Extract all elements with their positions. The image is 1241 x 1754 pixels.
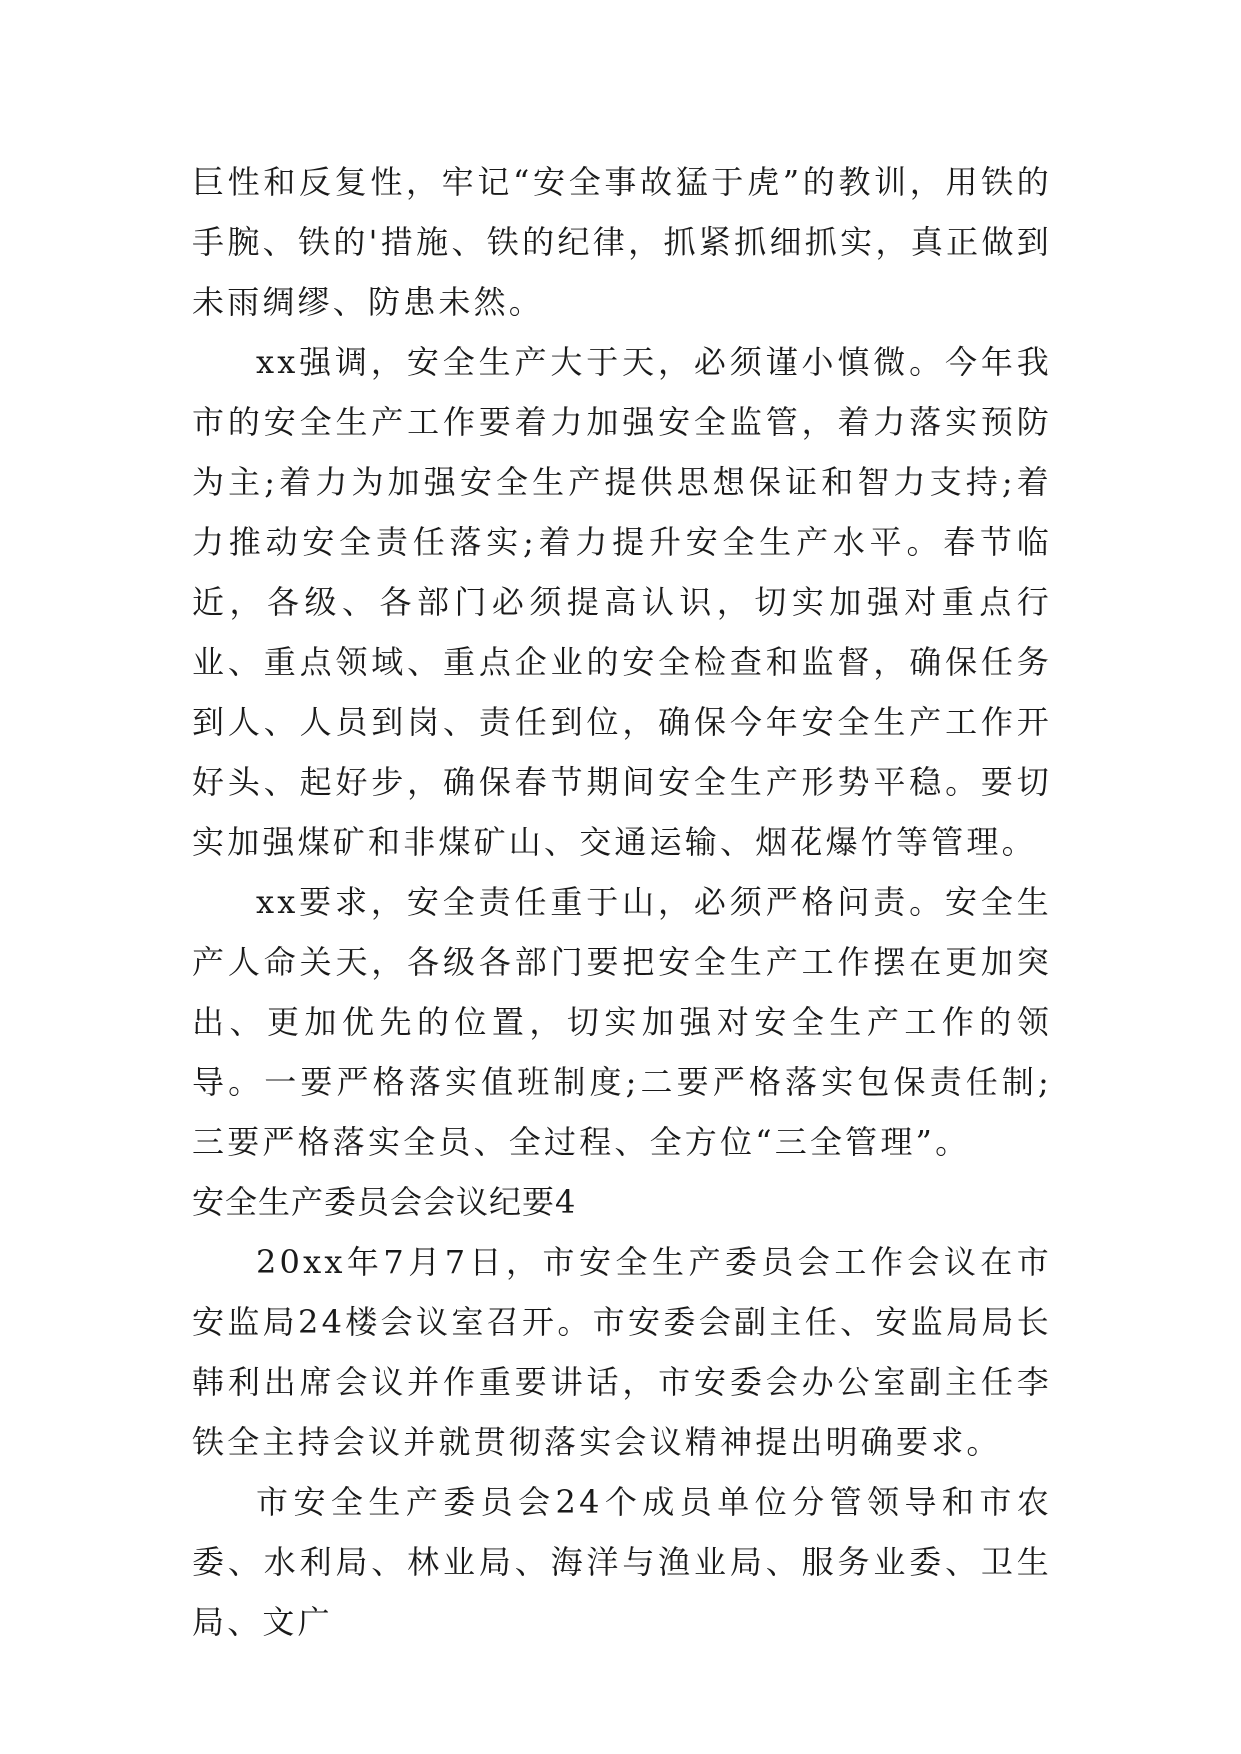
section-heading: 安全生产委员会会议纪要4 [192,1183,577,1221]
paragraph-attendees: 市安全生产委员会24个成员单位分管领导和市农委、水利局、林业局、海洋与渔业局、服务业委、卫生局、文广 [192,1483,1052,1641]
paragraph-continuation: 巨性和反复性，牢记“安全事故猛于虎”的教训，用铁的手腕、铁的'措施、铁的纪律，抓紧抓细抓实，真正做到未雨绸缪、防患未然。 [192,163,1052,321]
paragraph-accountability: xx要求，安全责任重于山，必须严格问责。安全生产人命关天，各级各部门要把安全生产工作摆在更加突出、更加优先的位置，切实加强对安全生产工作的领导。一要严格落实值班制度;二要严格落实包保责任制;三要严格落实全员、全过程、全方位“三全管理”。 [192,883,1052,1161]
paragraph-emphasis-safety: xx强调，安全生产大于天，必须谨小慎微。今年我市的安全生产工作要着力加强安全监管，着力落实预防为主;着力为加强安全生产提供思想保证和智力支持;着力推动安全责任落实;着力提升安全生产水平。春节临近，各级、各部门必须提高认识，切实加强对重点行业、重点领域、重点企业的安全检查和监督，确保任务到人、人员到岗、责任到位，确保今年安全生产工作开好头、起好步，确保春节期间安全生产形势平稳。要切实加强煤矿和非煤矿山、交通运输、烟花爆竹等管理。 [192,343,1052,861]
paragraph-meeting-info: 20xx年7月7日，市安全生产委员会工作会议在市安监局24楼会议室召开。市安委会副主任、安监局局长韩利出席会议并作重要讲话，市安委会办公室副主任李铁全主持会议并就贯彻落实会议精神提出明确要求。 [192,1243,1052,1461]
document-body [192,152,1052,1652]
